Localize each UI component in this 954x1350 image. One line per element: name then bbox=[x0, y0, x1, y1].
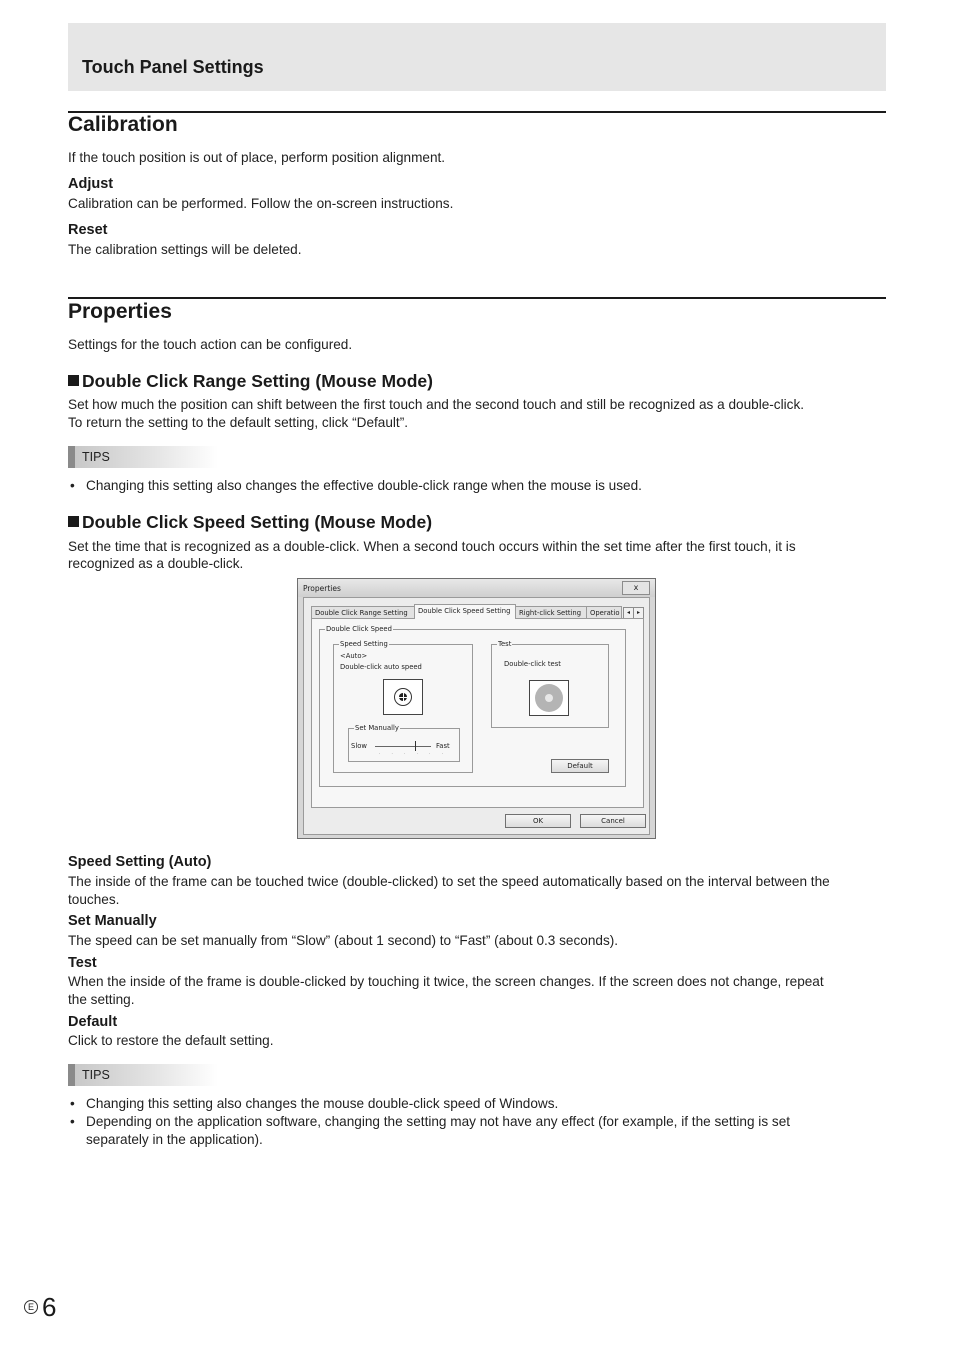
double-click-speed-group bbox=[319, 625, 626, 787]
tab-double-click-speed[interactable]: Double Click Speed Setting bbox=[414, 604, 516, 619]
square-bullet-icon bbox=[68, 516, 79, 527]
speed-text-1: Set the time that is recognized as a double-click. When a second touch occurs within the set time after the first touch, it is bbox=[68, 539, 796, 554]
test-text-1: When the inside of the frame is double-clicked by touching it twice, the screen changes. If the screen does not change, repeat bbox=[68, 974, 824, 989]
default-label-text: Default bbox=[68, 1014, 118, 1030]
dialog-title: Properties bbox=[303, 584, 341, 593]
dialog-titlebar bbox=[298, 579, 655, 597]
bullet-dot-icon: • bbox=[70, 1114, 75, 1129]
ok-button[interactable]: OK bbox=[505, 814, 571, 828]
tips-text: TIPS bbox=[82, 450, 110, 464]
tab-scroll-right-icon[interactable]: ▸ bbox=[633, 607, 644, 619]
speed-auto-text-2: touches. bbox=[68, 892, 120, 907]
calibration-rule bbox=[68, 111, 886, 113]
speed-tips-label bbox=[68, 1064, 218, 1086]
close-icon[interactable]: x bbox=[622, 581, 650, 595]
reset-label: Reset bbox=[68, 222, 108, 238]
speed-setting-label: Speed Setting bbox=[340, 640, 388, 648]
page-header-title: Touch Panel Settings bbox=[82, 57, 264, 77]
tab-operation[interactable]: Operatio bbox=[586, 606, 622, 619]
range-text-1: Set how much the position can shift between the first touch and the second touch and still be recognized as a double-click. bbox=[68, 397, 805, 412]
test-text-2: the setting. bbox=[68, 992, 135, 1007]
test-label: Test bbox=[498, 640, 512, 648]
speed-tip-text-2: Depending on the application software, changing the setting may not have any effect (for example, if the setting is set bbox=[86, 1114, 791, 1129]
properties-dialog bbox=[297, 578, 656, 839]
tips-text: TIPS bbox=[82, 1068, 110, 1082]
default-button[interactable]: Default bbox=[551, 759, 609, 773]
page-number-value: 6 bbox=[42, 1292, 57, 1322]
speed-tip-item-1 bbox=[68, 1095, 868, 1113]
double-click-test-box[interactable] bbox=[529, 680, 569, 716]
adjust-text: Calibration can be performed. Follow the on-screen instructions. bbox=[68, 196, 454, 211]
test-label-text: Test bbox=[68, 955, 97, 971]
range-tip-item bbox=[68, 477, 868, 495]
auto-tag: <Auto> bbox=[340, 652, 368, 660]
speed-tip-text-1: Changing this setting also changes the mouse double-click speed of Windows. bbox=[86, 1096, 559, 1111]
bullet-dot-icon: • bbox=[70, 1096, 75, 1111]
speed-auto-label: Speed Setting (Auto) bbox=[68, 854, 212, 870]
dialog-panel bbox=[311, 618, 644, 808]
calibration-title: Calibration bbox=[68, 113, 178, 136]
square-bullet-icon bbox=[68, 375, 79, 386]
test-group bbox=[491, 640, 609, 728]
speed-auto-text-1: The inside of the frame can be touched twice (double-clicked) to set the speed automatically based on the interval between the bbox=[68, 874, 830, 889]
speed-tip-item-2 bbox=[68, 1113, 868, 1131]
slider-ticks: · · · · · · bbox=[379, 751, 448, 756]
speed-text-2: recognized as a double-click. bbox=[68, 556, 244, 571]
properties-intro: Settings for the touch action can be configured. bbox=[68, 337, 353, 352]
speed-slider-thumb[interactable] bbox=[415, 741, 416, 751]
properties-title: Properties bbox=[68, 300, 172, 323]
reset-text: The calibration settings will be deleted. bbox=[68, 242, 302, 257]
range-tips-label bbox=[68, 446, 218, 468]
tab-scroll-left-icon[interactable]: ◂ bbox=[623, 607, 634, 619]
speed-heading-text: Double Click Speed Setting (Mouse Mode) bbox=[82, 512, 433, 532]
cancel-button[interactable]: Cancel bbox=[580, 814, 646, 828]
dialog-body bbox=[303, 597, 650, 835]
test-text: Double-click test bbox=[504, 660, 561, 668]
speed-setting-group bbox=[333, 640, 473, 773]
set-manually-group bbox=[348, 724, 460, 762]
page-header bbox=[68, 23, 886, 91]
range-tip-text: Changing this setting also changes the effective double-click range when the mouse is used. bbox=[86, 478, 642, 493]
default-text: Click to restore the default setting. bbox=[68, 1033, 274, 1048]
calibration-intro: If the touch position is out of place, perform position alignment. bbox=[68, 150, 446, 165]
tab-double-click-range[interactable]: Double Click Range Setting bbox=[311, 606, 415, 619]
auto-speed-text: Double-click auto speed bbox=[340, 663, 422, 671]
set-manually-label: Set Manually bbox=[355, 724, 399, 732]
adjust-label: Adjust bbox=[68, 176, 114, 192]
speed-tip-item-2-cont bbox=[68, 1131, 868, 1149]
range-heading bbox=[68, 371, 433, 392]
slow-label: Slow bbox=[351, 742, 367, 750]
speed-slider-track[interactable] bbox=[375, 746, 431, 747]
properties-rule bbox=[68, 297, 886, 299]
speed-heading bbox=[68, 512, 432, 533]
tab-right-click[interactable]: Right-click Setting bbox=[515, 606, 587, 619]
range-text-2: To return the setting to the default setting, click “Default”. bbox=[68, 415, 409, 430]
bullet-dot-icon: • bbox=[70, 478, 75, 493]
set-manually-label-text: Set Manually bbox=[68, 913, 157, 929]
fast-label: Fast bbox=[436, 742, 450, 750]
test-disc-hole bbox=[545, 694, 553, 702]
language-mark: E bbox=[24, 1300, 38, 1314]
set-manually-text: The speed can be set manually from “Slow” (about 1 second) to “Fast” (about 0.3 seconds). bbox=[68, 933, 619, 948]
target-cross-icon bbox=[403, 692, 404, 702]
double-click-speed-label: Double Click Speed bbox=[326, 625, 392, 633]
speed-tip-text-3: separately in the application). bbox=[86, 1132, 263, 1147]
auto-speed-target[interactable] bbox=[383, 679, 423, 715]
range-heading-text: Double Click Range Setting (Mouse Mode) bbox=[82, 371, 433, 391]
